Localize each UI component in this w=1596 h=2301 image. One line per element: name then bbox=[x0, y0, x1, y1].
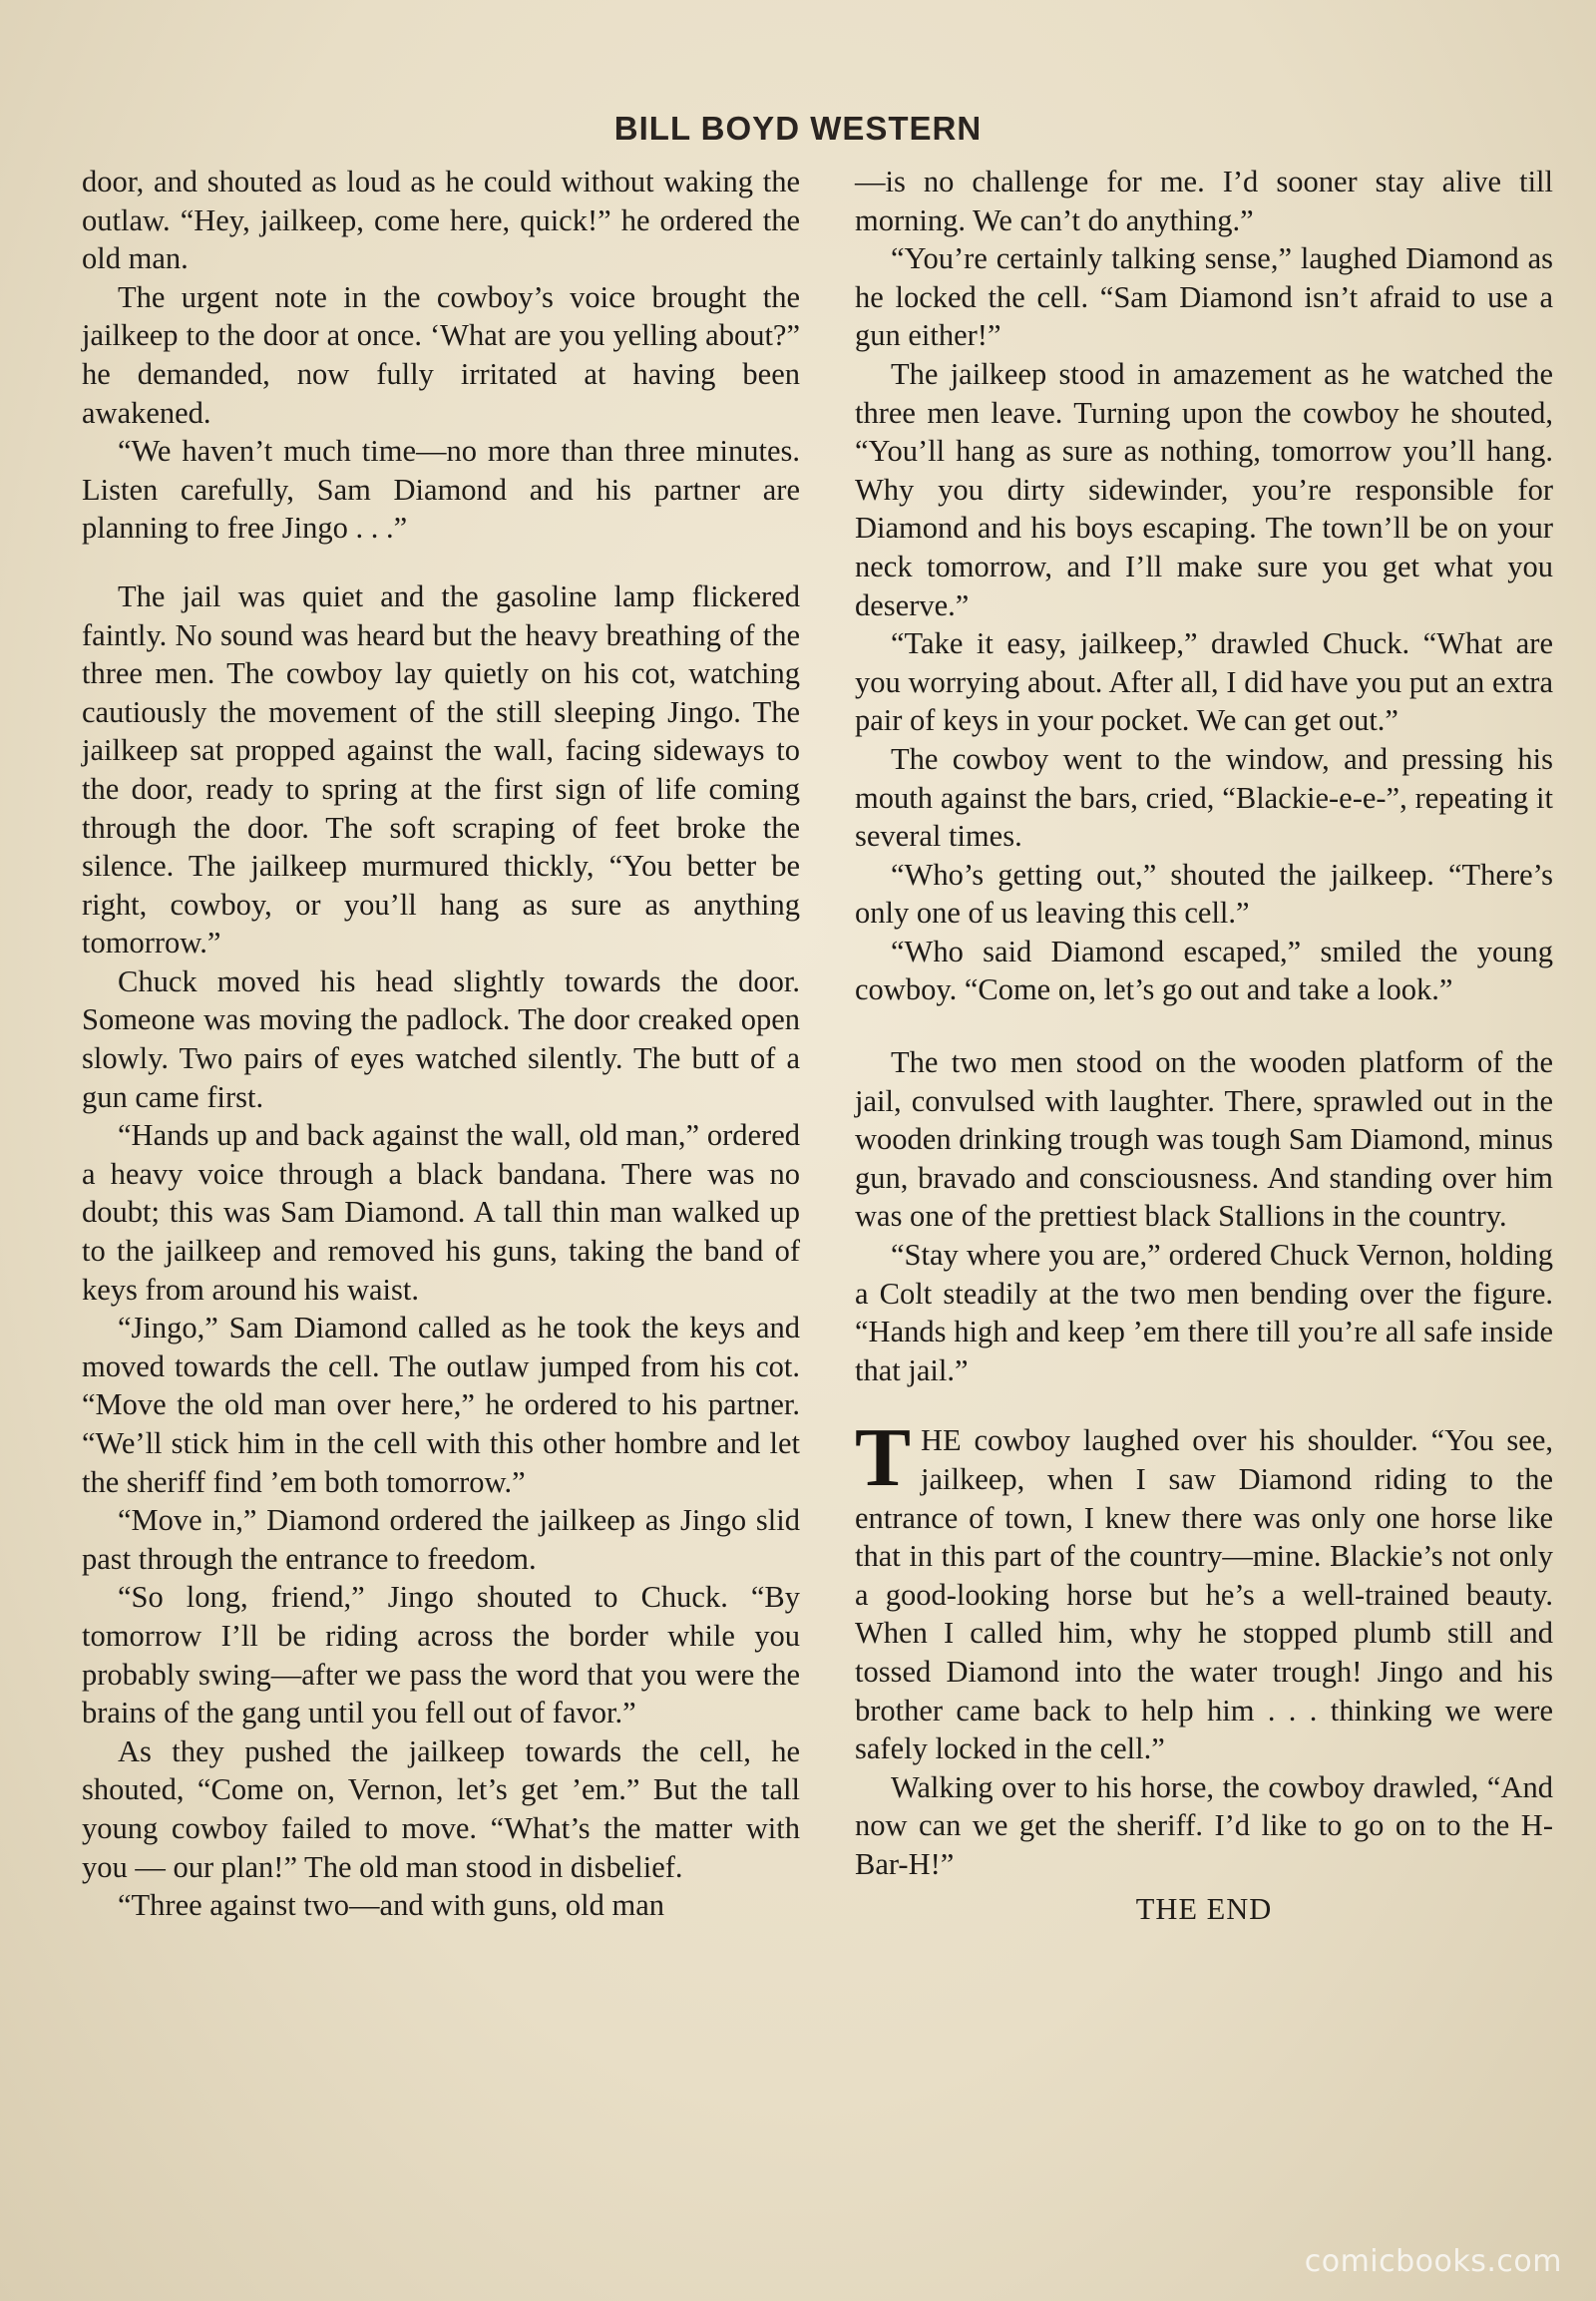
paragraph: The jail was quiet and the gasoline lamp flickered faintly. No sound was heard but the heavy breathing of the three men. The cowboy lay quietly on his cot, watching cautiously the movement of the still sleeping Jingo. The jailkeep sat propped against the wall, facing sideways to the door, ready to spring at the first sign of life coming through the door. The soft scraping of feet broke the silence. The jailkeep murmured thickly, “You better be right, cowboy, or you’ll hang as sure as anything tomorrow.” bbox=[82, 578, 800, 960]
paragraph: door, and shouted as loud as he could without waking the outlaw. “Hey, jailkeep, come here, quick!” he ordered the old man. bbox=[82, 165, 800, 276]
paragraph: “Who’s getting out,” shouted the jailkeep. “There’s only one of us leaving this cell.” bbox=[855, 857, 1553, 931]
drop-cap-initial: T bbox=[855, 1411, 912, 1505]
watermark: comicbooks.com bbox=[1304, 2244, 1562, 2279]
paragraph: “You’re certainly talking sense,” laughed Diamond as he locked the cell. “Sam Diamond isn’t afraid to use a gun either!” bbox=[855, 241, 1553, 353]
dropcap-paragraph-text: HE cowboy laughed over his shoulder. “You see, jailkeep, when I saw Diamond riding to the entrance of town, I knew there was only one horse like that in this part of the country—mine. Blackie’s not only a good-looking horse but he’s a well-trained beauty. When I called him, why he stopped plumb still and tossed Diamond into the water trough! Jingo and his brother came back to help him . . . thinking we were safely locked in the cell.” bbox=[855, 1423, 1553, 1766]
left-text-column bbox=[82, 163, 800, 1925]
paragraph: The two men stood on the wooden platform of the jail, convulsed with laughter. There, sprawled out in the wooden drinking trough was tough Sam Diamond, minus gun, bravado and consciousness. And standing over him was one of the prettiest black Stallions in the country. bbox=[855, 1045, 1553, 1234]
paragraph: The jailkeep stood in amazement as he watched the three men leave. Turning upon the cowboy he shouted, “You’ll hang as sure as nothing, tomorrow you’ll hang. Why you dirty sidewinder, you’re responsible for Diamond and his boys escaping. The town’ll be on your neck tomorrow, and I’ll make sure you get what you deserve.” bbox=[855, 356, 1553, 622]
page-title: BILL BOYD WESTERN bbox=[613, 110, 983, 147]
paragraph: “Stay where you are,” ordered Chuck Vernon, holding a Colt steadily at the two men bending over the figure. “Hands high and keep ’em there till you’re all safe inside that jail.” bbox=[855, 1238, 1553, 1387]
paragraph: “Who said Diamond escaped,” smiled the young cowboy. “Come on, let’s go out and take a look.” bbox=[855, 934, 1553, 1007]
paragraph: The cowboy went to the window, and pressing his mouth against the bars, cried, “Blackie-e-e-”, repeating it several times. bbox=[855, 741, 1553, 854]
paragraph: As they pushed the jailkeep towards the cell, he shouted, “Come on, Vernon, let’s get ’em.” But the tall young cowboy failed to move. “What’s the matter with you — our plan!” The old man stood in disbelief. bbox=[82, 1733, 800, 1884]
paragraph: “We haven’t much time—no more than three minutes. Listen carefully, Sam Diamond and his partner are planning to free Jingo . . .” bbox=[82, 434, 800, 546]
paragraph: “Hands up and back against the wall, old man,” ordered a heavy voice through a black bandana. There was no doubt; this was Sam Diamond. A tall thin man walked up to the jailkeep and removed his guns, taking the band of keys from around his waist. bbox=[82, 1118, 800, 1307]
paragraph: “Jingo,” Sam Diamond called as he took the keys and moved towards the cell. The outlaw jumped from his cot. “Move the old man over here,” he ordered to his partner. “We’ll stick him in the cell with this other hombre and let the sheriff find ’em both tomorrow.” bbox=[82, 1311, 800, 1499]
paragraph: “Take it easy, jailkeep,” drawled Chuck. “What are you worrying about. After all, I did have you put an extra pair of keys in your pocket. We can get out.” bbox=[855, 626, 1553, 738]
closing-paragraph: Walking over to his horse, the cowboy drawled, “And now can we get the sheriff. I’d like to go on to the H-Bar-H!” bbox=[855, 1769, 1553, 1881]
paragraph: “So long, friend,” Jingo shouted to Chuck. “By tomorrow I’ll be riding across the border while you probably swing—after we pass the word that you were the brains of the gang until you fell out of favor.” bbox=[82, 1580, 800, 1730]
dropcap-paragraph bbox=[855, 1411, 1553, 1767]
paragraph: “Move in,” Diamond ordered the jailkeep as Jingo slid past through the entrance to freedom. bbox=[82, 1503, 800, 1576]
paragraph: —is no challenge for me. I’d sooner stay alive till morning. We can’t do anything.” bbox=[855, 165, 1553, 237]
paragraph: The urgent note in the cowboy’s voice brought the jailkeep to the door at once. ‘What are you yelling about?” he demanded, now fully irritated at having been awakened. bbox=[82, 279, 800, 430]
paragraph: Chuck moved his head slightly towards the door. Someone was moving the padlock. The door creaked open slowly. Two pairs of eyes watched silently. The butt of a gun came first. bbox=[82, 963, 800, 1114]
right-text-column bbox=[855, 163, 1553, 1928]
the-end-label: THE END bbox=[1135, 1891, 1273, 1926]
paragraph: “Three against two—and with guns, old man bbox=[118, 1888, 665, 1923]
